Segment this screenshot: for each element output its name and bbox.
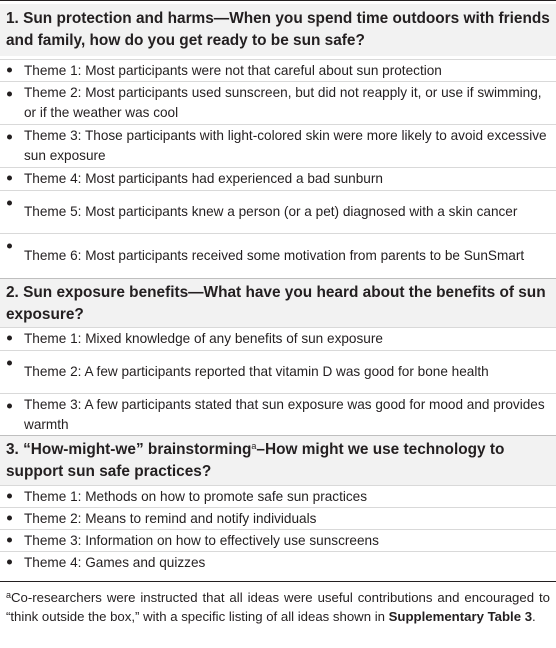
bullet-icon <box>7 515 12 520</box>
list-item: Theme 3: Information on how to effectively use sunscreens <box>0 530 556 552</box>
bullet-icon <box>7 92 12 97</box>
bullet-icon <box>7 560 12 565</box>
footnote-marker: a <box>251 441 257 451</box>
bullet-icon <box>7 67 12 72</box>
list-item: Theme 1: Methods on how to promote safe sun practices <box>0 486 556 508</box>
section-2-theme-list <box>0 327 556 436</box>
list-item: Theme 2: Means to remind and notify individuals <box>0 508 556 530</box>
footnote-marker: a <box>6 590 12 600</box>
table-top-rule <box>0 0 556 1</box>
section-3-theme-list <box>0 485 556 574</box>
bullet-icon <box>7 176 12 181</box>
section-1-theme-list <box>0 59 556 277</box>
list-item: Theme 3: A few participants stated that sun exposure was good for mood and provides warmth <box>0 394 556 436</box>
list-item: Theme 1: Most participants were not that careful about sun protection <box>0 60 556 82</box>
table-footnote: $^a$Co-researchers were instructed that all ideas were useful contributions and encouraged to “think outside the box,” with a specific listing of all ideas shown in Supplementary Table 3. <box>6 590 550 624</box>
bullet-icon <box>7 361 12 366</box>
list-item: Theme 1: Mixed knowledge of any benefits of sun exposure <box>0 328 556 351</box>
supplementary-reference: Supplementary Table 3 <box>388 609 533 624</box>
list-item: Theme 2: Most participants used sunscreen, but did not reapply it, or use if swimming, or if the weather was cool <box>0 82 556 125</box>
list-item: Theme 4: Most participants had experienced a bad sunburn <box>0 168 556 191</box>
list-item: Theme 5: Most participants knew a person (or a pet) diagnosed with a skin cancer <box>0 191 556 234</box>
section-3-heading: 3. “How-might-we” brainstorming$^a$–How might we use technology to support sun safe practices? <box>0 435 556 485</box>
section-1-heading: 1. Sun protection and harms—When you spend time outdoors with friends and family, how do you get ready to be sun safe? <box>0 4 556 56</box>
list-item: Theme 4: Games and quizzes <box>0 552 556 574</box>
list-item: Theme 6: Most participants received some motivation from parents to be SunSmart <box>0 234 556 277</box>
bullet-icon <box>7 537 12 542</box>
bullet-icon <box>7 404 12 409</box>
list-item: Theme 2: A few participants reported that vitamin D was good for bone health <box>0 351 556 394</box>
table-bottom-rule <box>0 581 556 582</box>
section-2-heading: 2. Sun exposure benefits—What have you heard about the benefits of sun exposure? <box>0 278 556 327</box>
list-item: Theme 3: Those participants with light-colored skin were more likely to avoid excessive sun exposure <box>0 125 556 168</box>
bullet-icon <box>7 201 12 206</box>
bullet-icon <box>7 244 12 249</box>
bullet-icon <box>7 493 12 498</box>
bullet-icon <box>7 135 12 140</box>
bullet-icon <box>7 336 12 341</box>
